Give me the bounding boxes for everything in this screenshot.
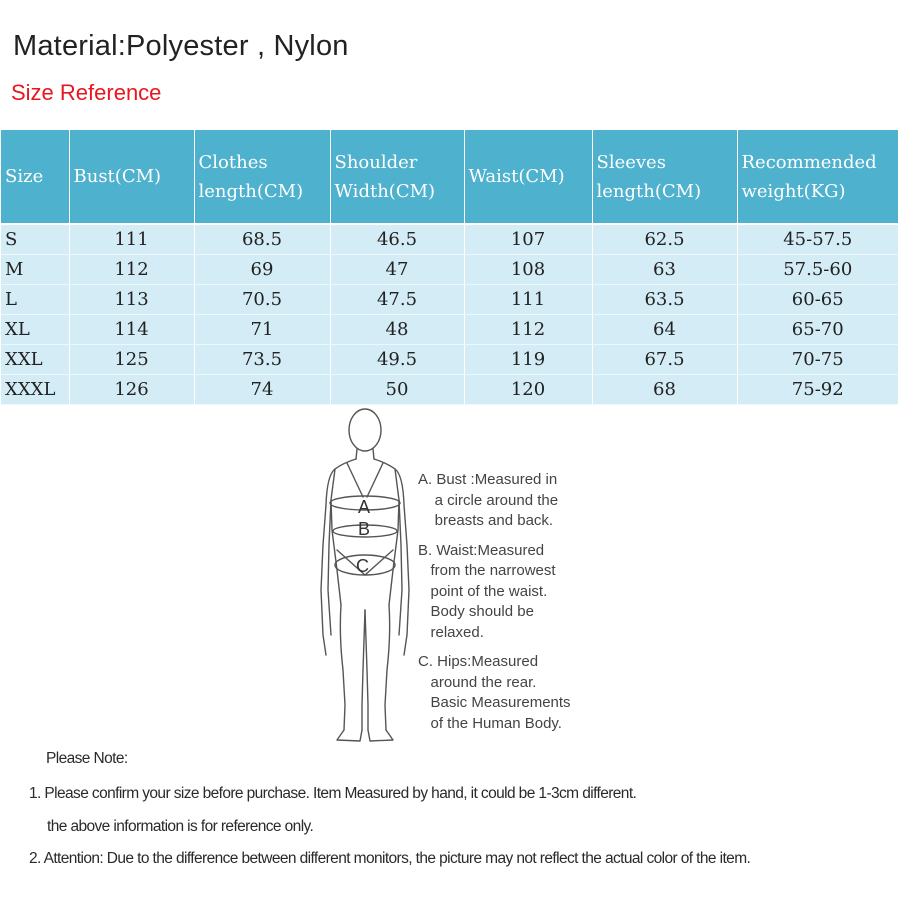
table-row xyxy=(1,255,898,285)
note-line-1-continued: the above information is for reference only. xyxy=(47,818,314,835)
size-cell: S xyxy=(1,224,69,255)
table-row xyxy=(1,224,898,255)
column-header-label: Recommended xyxy=(741,151,877,173)
column-header xyxy=(737,130,898,224)
column-header xyxy=(1,130,69,224)
table-header-row xyxy=(1,130,898,224)
table-cell: 108 xyxy=(464,255,592,285)
table-cell: 119 xyxy=(464,345,592,375)
column-header xyxy=(592,130,737,224)
table-cell: 111 xyxy=(69,224,194,255)
note-line-2: 2. Attention: Due to the difference between different monitors, the picture may not reflect the actual color of the item. xyxy=(29,850,751,867)
table-cell: 48 xyxy=(330,315,464,345)
table-cell: 57.5-60 xyxy=(737,255,898,285)
legend-item-hips xyxy=(418,652,618,734)
table-cell: 65-70 xyxy=(737,315,898,345)
legend-line: B. Waist:Measured xyxy=(418,541,545,559)
table-cell: 63 xyxy=(592,255,737,285)
table-cell: 120 xyxy=(464,375,592,405)
column-header-label: Shoulder xyxy=(334,151,418,173)
table-cell: 62.5 xyxy=(592,224,737,255)
material-heading: Material:Polyester , Nylon xyxy=(13,30,349,62)
table-row xyxy=(1,285,898,315)
table-cell: 63.5 xyxy=(592,285,737,315)
table-cell: 47 xyxy=(330,255,464,285)
table-cell: 64 xyxy=(592,315,737,345)
table-cell: 68.5 xyxy=(194,224,330,255)
note-line-1: 1. Please confirm your size before purchase. Item Measured by hand, it could be 1-3cm different. xyxy=(29,785,637,802)
table-cell: 126 xyxy=(69,375,194,405)
marker-b-label: B xyxy=(358,519,371,539)
legend-line: Basic Measurements xyxy=(418,694,571,711)
table-cell: 70-75 xyxy=(737,345,898,375)
column-header-label: Clothes xyxy=(198,151,268,173)
table-cell: 111 xyxy=(464,285,592,315)
column-header xyxy=(69,130,194,224)
table-cell: 46.5 xyxy=(330,224,464,255)
legend-line: Body should be xyxy=(418,603,534,620)
marker-c-label: C xyxy=(356,556,369,576)
table-cell: 112 xyxy=(464,315,592,345)
table-row xyxy=(1,375,898,405)
column-header-label: Waist(CM) xyxy=(468,166,565,187)
column-header-label: Size xyxy=(5,166,44,187)
column-header-label: length(CM) xyxy=(596,180,702,202)
size-cell: XL xyxy=(1,315,69,345)
table-cell: 73.5 xyxy=(194,345,330,375)
column-header xyxy=(330,130,464,224)
column-header-label: length(CM) xyxy=(198,180,304,202)
table-row xyxy=(1,345,898,375)
table-cell: 107 xyxy=(464,224,592,255)
legend-line: point of the waist. xyxy=(418,582,548,600)
size-reference-heading: Size Reference xyxy=(11,80,162,105)
legend-line: breasts and back. xyxy=(418,512,554,529)
legend-line: of the Human Body. xyxy=(418,714,562,732)
column-header-label: weight(KG) xyxy=(741,180,846,202)
column-header xyxy=(194,130,330,224)
size-cell: M xyxy=(1,255,69,285)
table-cell: 75-92 xyxy=(737,375,898,405)
table-cell: 114 xyxy=(69,315,194,345)
table-cell: 69 xyxy=(194,255,330,285)
table-body xyxy=(1,224,898,405)
table-cell: 49.5 xyxy=(330,345,464,375)
table-cell: 67.5 xyxy=(592,345,737,375)
marker-a-label: A xyxy=(358,497,371,517)
legend-line: a circle around the xyxy=(418,491,559,509)
legend-line: A. Bust :Measured in xyxy=(418,471,558,488)
table-cell: 68 xyxy=(592,375,737,405)
legend-line: around the rear. xyxy=(418,673,537,691)
notes-title: Please Note: xyxy=(46,750,128,767)
legend-line: from the narrowest xyxy=(418,562,556,579)
legend-line: relaxed. xyxy=(418,623,484,641)
size-cell: XXXL xyxy=(1,375,69,405)
table-row xyxy=(1,315,898,345)
column-header xyxy=(464,130,592,224)
legend-line: C. Hips:Measured xyxy=(418,653,539,670)
table-cell: 47.5 xyxy=(330,285,464,315)
measurement-legend xyxy=(418,470,618,734)
table-cell: 45-57.5 xyxy=(737,224,898,255)
column-header-label: Bust(CM) xyxy=(73,166,162,187)
table-cell: 71 xyxy=(194,315,330,345)
size-cell: L xyxy=(1,285,69,315)
table-cell: 113 xyxy=(69,285,194,315)
table-cell: 112 xyxy=(69,255,194,285)
column-header-label: Width(CM) xyxy=(334,180,436,202)
legend-item-waist xyxy=(418,541,618,644)
legend-item-bust xyxy=(418,470,618,532)
table-cell: 70.5 xyxy=(194,285,330,315)
column-header-label: Sleeves xyxy=(596,151,666,173)
table-cell: 74 xyxy=(194,375,330,405)
table-cell: 50 xyxy=(330,375,464,405)
table-cell: 125 xyxy=(69,345,194,375)
table-cell: 60-65 xyxy=(737,285,898,315)
size-cell: XXL xyxy=(1,345,69,375)
size-chart-table xyxy=(1,130,898,405)
